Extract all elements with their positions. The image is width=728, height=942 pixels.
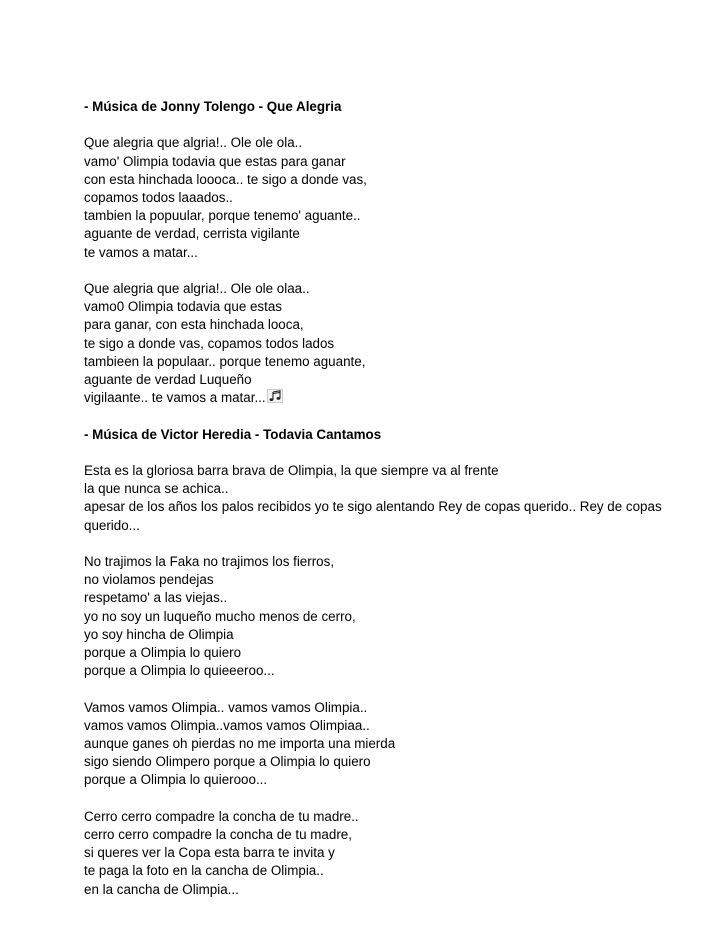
paragraph-gap: [84, 407, 684, 425]
paragraph-gap: [84, 535, 684, 553]
stanza: [84, 462, 684, 535]
lyric-line: Esta es la gloriosa barra brava de Olimpia, la que siempre va al frente: [84, 463, 499, 478]
stanza: [84, 134, 684, 261]
lyric-line: te paga la foto en la cancha de Olimpia..: [84, 863, 324, 879]
lyric-line: vamos vamos Olimpia..vamos vamos Olimpiaa..: [84, 717, 370, 733]
section-heading-victor-heredia: - Música de Victor Heredia - Todavia Cantamos: [84, 426, 382, 442]
lyric-line: vamo0 Olimpia todavia que estas: [84, 299, 282, 315]
lyric-line: respetamo' a las viejas..: [84, 590, 228, 606]
lyric-line: en la cancha de Olimpia...: [84, 881, 239, 897]
lyric-line: porque a Olimpia lo quieeeroo...: [84, 663, 275, 679]
section-heading-jonny-tolengo: - Música de Jonny Tolengo - Que Alegria: [84, 99, 342, 114]
lyric-line: Cerro cerro compadre la concha de tu madre..: [84, 808, 359, 824]
lyric-line: copamos todos laaados..: [84, 190, 233, 205]
lyric-line: la que nunca se achica..: [84, 481, 229, 497]
lyric-line: yo soy hincha de Olimpia: [84, 626, 234, 642]
paragraph-gap: [84, 790, 684, 808]
lyric-line: Que alegria que algria!.. Ole ole ola..: [84, 135, 303, 151]
lyric-line: No trajimos la Faka no trajimos los fierros,: [84, 554, 335, 569]
lyric-line: aguante de verdad, cerrista vigilante: [84, 226, 300, 242]
lyric-line: porque a Olimpia lo quierooo...: [84, 772, 268, 788]
lyric-line: Vamos vamos Olimpia.. vamos vamos Olimpia..: [84, 699, 368, 715]
stanza: [84, 553, 684, 680]
document-page: [84, 98, 684, 899]
lyric-line: cerro cerro compadre la concha de tu madre,: [84, 827, 352, 843]
lyric-line: con esta hinchada loooca.. te sigo a donde vas,: [84, 171, 367, 187]
lyric-line: si queres ver la Copa esta barra te invita y: [84, 845, 335, 861]
lyric-line: para ganar, con esta hinchada looca,: [84, 317, 304, 333]
lyric-line: tambieen la populaar.. porque tenemo aguante,: [84, 353, 366, 369]
lyric-line: te sigo a donde vas, copamos todos lados: [84, 335, 335, 351]
lyric-line: apesar de los años los palos recibidos yo te sigo alentando Rey de copas querido.. Rey de copas querido...: [84, 499, 662, 533]
lyric-line: porque a Olimpia lo quiero: [84, 645, 242, 661]
lyric-line: vamo' Olimpia todavia que estas para ganar: [84, 153, 346, 169]
stanza: [84, 808, 684, 899]
lyric-line: Que alegria que algria!.. Ole ole olaa..: [84, 281, 310, 296]
lyric-line: aguante de verdad Luqueño: [84, 372, 252, 388]
lyric-line: sigo siendo Olimpero porque a Olimpia lo quiero: [84, 754, 371, 770]
lyric-line: aunque ganes oh pierdas no me importa una mierda: [84, 736, 396, 752]
stanza: [84, 280, 684, 407]
lyric-line: no violamos pendejas: [84, 572, 214, 588]
paragraph-gap: [84, 116, 684, 134]
lyric-line: vigilaante.. te vamos a matar...: [84, 390, 266, 406]
lyric-line-with-icon: [84, 389, 684, 407]
paragraph-gap: [84, 262, 684, 280]
lyric-line: te vamos a matar...: [84, 244, 198, 260]
music-note-icon: [267, 389, 283, 403]
lyric-line: tambien la popuular, porque tenemo' aguante..: [84, 208, 361, 224]
paragraph-gap: [84, 680, 684, 698]
lyric-line: yo no soy un luqueño mucho menos de cerro,: [84, 608, 356, 624]
stanza: [84, 699, 684, 790]
paragraph-gap: [84, 444, 684, 462]
